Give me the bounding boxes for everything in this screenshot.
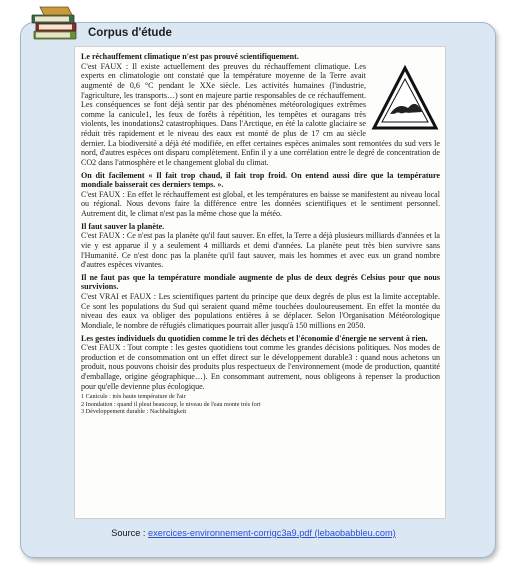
section-body: C'est FAUX : En effet le réchauffement est global, et les températures en baisse se manifestent au niveau local ou régional. Nous devons faire la différence entre les données scientifiques et le sentiment personnel. Autrement dit, le climat n'est pas la même chose que la météo.: [81, 189, 440, 218]
section-heading: Les gestes individuels du quotidien comme le tri des déchets et l'économie d'énergie ne servent à rien.: [81, 333, 428, 343]
section-body: C'est FAUX : Ce n'est pas la planète qu'il faut sauver. En effet, la Terre a déjà plusieurs milliards d'années et la vie y est apparue il y a seulement 4 milliards et demi d'années. La planète peut très bien survivre sans l'Humanité. Ce n'est donc pas la planète qu'il faut sauver, mais les hommes et avec eux un grand nombre d'autres espèces vivantes.: [81, 231, 440, 270]
document-text: [81, 52, 440, 416]
section-heading: Le réchauffement climatique n'est pas prouvé scientifiquement.: [81, 52, 299, 61]
source-line: [0, 528, 507, 538]
section-heading: Il ne faut pas que la température mondiale augmente de plus de deux degrés Celsius pour que nous survivions.: [81, 272, 440, 292]
document-scan: [74, 46, 446, 519]
co2-warning-sign-icon: [370, 64, 440, 136]
section-heading: Il faut sauver la planète.: [81, 221, 165, 231]
books-stack-icon: [30, 4, 82, 42]
section-body: C'est VRAI et FAUX : Les scientifiques partent du principe que deux degrés de plus est la limite acceptable. Ce sont les populations du Sud qui seraient quand même touchées douloureusement. En effet la montée du niveau des eaux va obliger des populations entières à se déplacer. Selon l'Organisation Météorologique Mondiale, le nombre de réfugiés climatiques pourrait aller jusqu'à 150 millions en 2050.: [81, 292, 440, 330]
section-body: C'est FAUX : Il existe actuellement des preuves du réchauffement climatique. Les experts en climatologie ont constaté que la température moyenne de la Terre avait augmenté de 0,6 °C pendant le XXe siècle. Les activités humaines (l'industrie, l'agriculture, les transports…) sont en majeure partie responsables de ce réchauffement. Les conséquences se font déjà sentir par des phénomènes météorologiques extrêmes comme la canicule1, les feux de forêts à répétition, les tempêtes et ouragans très violents, les inondations2 catastrophiques. Dans l'Arctique, en été la calotte glaciaire se réduit très rapidement et le niveau des eaux est monté de plus de 17 cm au siècle dernier. La biodiversité a déjà été modifiée, en effet certaines espèces animales sont remontées du sud vers le nord, d'autres espèces ont disparu complètement. Enfin il y a une corrélation entre le degré de concentration de CO2 dans l'atmosphère et le changement global du climat.: [81, 61, 440, 167]
footnote: 3 Développement durable : Nachhaltigkeit: [81, 408, 187, 416]
source-link[interactable]: exercices-environnement-corrigc3a9.pdf (lebaobabbleu.com): [148, 528, 396, 538]
section-body: C'est FAUX : Tout compte : les gestes quotidiens tout comme les grandes décisions politiques. Nos modes de production et de consommation ont un effet direct sur le développement durable3 : quand nous achetons un produit, nous pouvons choisir des produits plus respectueux de l'environnement (mode de production, quantité d'emballage, origine géographique…). En consommant autrement, nous obligeons à repenser la production pour qu'elle devienne plus écologique.: [81, 343, 440, 391]
footnote: 1 Canicule : très haute température de l'air: [81, 393, 186, 401]
co2-sign-label: CO2: [393, 110, 417, 123]
corpus-title: Corpus d'étude: [88, 27, 172, 39]
source-label: Source :: [111, 528, 146, 538]
section-heading: On dit facilement « Il fait trop chaud, il fait trop froid. On entend aussi dire que la température mondiale baisserait ces derniers temps. ».: [81, 170, 440, 190]
footnote: 2 Inondation : quand il pleut beaucoup, le niveau de l'eau monte très fort: [81, 400, 261, 408]
